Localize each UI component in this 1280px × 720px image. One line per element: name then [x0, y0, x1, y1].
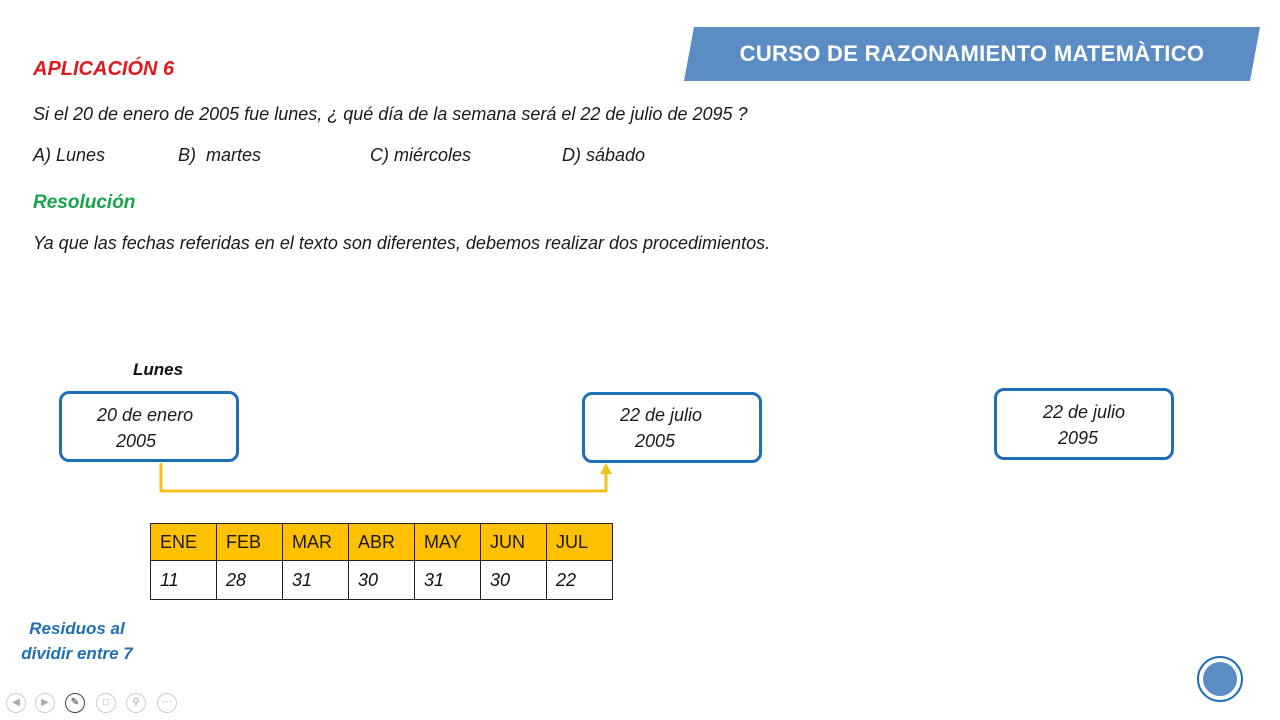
date-box-end-line1: 22 de julio	[1043, 402, 1126, 422]
more-options-button[interactable]	[157, 693, 177, 713]
month-header-cell: JUN	[481, 524, 547, 561]
corner-logo-icon	[1197, 656, 1243, 702]
start-day-label: Lunes	[133, 360, 184, 379]
month-header-cell: FEB	[217, 524, 283, 561]
pen-icon: ✎	[70, 697, 80, 708]
connector-arrow-head	[600, 463, 612, 474]
date-box-start-line2: 2005	[116, 431, 157, 451]
month-value-cell: 31	[415, 561, 481, 600]
see-all-slides-button[interactable]	[96, 693, 116, 713]
pen-tool-button[interactable]	[65, 693, 85, 713]
date-box-middle	[582, 392, 762, 463]
date-box-end	[994, 388, 1174, 460]
month-value-cell: 22	[547, 561, 613, 600]
month-header-cell: MAR	[283, 524, 349, 561]
application-title: APLICACIÓN 6	[33, 58, 175, 80]
prev-icon: ◀	[12, 697, 20, 708]
course-title: CURSO DE RAZONAMIENTO MATEMÀTICO	[739, 41, 1205, 66]
slides-icon: □	[102, 697, 110, 708]
resolution-title: Resolución	[33, 192, 136, 213]
next-icon: ▶	[41, 697, 49, 708]
resolution-text: Ya que las fechas referidas en el texto son diferentes, debemos realizar dos procedimientos.	[33, 233, 771, 253]
month-value-cell: 30	[481, 561, 547, 600]
zoom-icon: ⚲	[132, 697, 140, 708]
question-text: Si el 20 de enero de 2005 fue lunes, ¿ qué día de la semana será el 22 de julio de 2095 ?	[33, 104, 748, 124]
month-header-cell: MAY	[415, 524, 481, 561]
date-box-start-line1: 20 de enero	[97, 405, 194, 425]
month-days-table	[150, 523, 613, 600]
connector-arrow-line	[161, 463, 606, 491]
next-slide-button[interactable]	[35, 693, 55, 713]
date-box-start	[59, 391, 239, 462]
month-value-cell: 28	[217, 561, 283, 600]
date-box-middle-line2: 2005	[635, 431, 676, 451]
corner-logo-inner	[1203, 662, 1237, 696]
date-box-middle-line1: 22 de julio	[620, 405, 703, 425]
residuos-label-line1: Residuos al	[29, 619, 125, 638]
option-d: D) sábado	[562, 145, 646, 165]
more-icon: ⋯	[162, 697, 172, 708]
option-a: A) Lunes	[33, 145, 106, 165]
month-header-row	[151, 524, 613, 561]
month-header-cell: JUL	[547, 524, 613, 561]
month-value-cell: 30	[349, 561, 415, 600]
date-box-end-line2: 2095	[1058, 428, 1099, 448]
option-c: C) miércoles	[370, 145, 472, 165]
month-value-cell: 31	[283, 561, 349, 600]
month-header-cell: ABR	[349, 524, 415, 561]
option-b: B) martes	[178, 145, 262, 165]
month-value-cell: 11	[151, 561, 217, 600]
month-header-cell: ENE	[151, 524, 217, 561]
month-value-row	[151, 561, 613, 600]
residuos-label-line2: dividir entre 7	[21, 644, 133, 663]
residuos-label	[14, 616, 140, 666]
zoom-button[interactable]	[126, 693, 146, 713]
prev-slide-button[interactable]	[6, 693, 26, 713]
